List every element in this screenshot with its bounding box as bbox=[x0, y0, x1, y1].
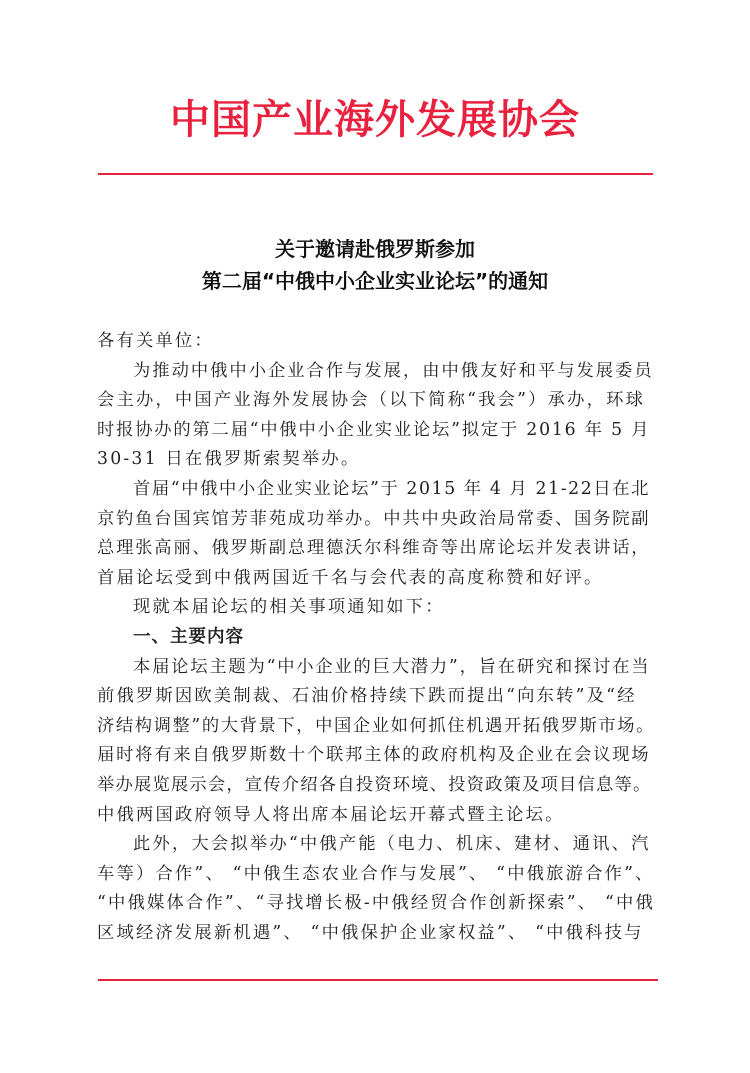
paragraph-line: 前俄罗斯因欧美制裁、石油价格持续下跌而提出“向东转”及“经 bbox=[97, 686, 637, 707]
paragraph-line: 本届论坛主题为“中小企业的巨大潜力”，旨在研究和探讨在当 bbox=[133, 656, 651, 677]
paragraph-line: 济结构调整”的大背景下，中国企业如何抓住机遇开拓俄罗斯市场。 bbox=[97, 715, 655, 736]
notice-title-line-2: 第二届“中俄中小企业实业论坛”的通知 bbox=[201, 269, 549, 293]
paragraph-line: 区域经济发展新机遇”、 “中俄保护企业家权益”、 “中俄科技与 bbox=[97, 922, 644, 943]
paragraph-line: 此外，大会拟举办“中俄产能（电力、机床、建材、通讯、汽 bbox=[133, 834, 651, 855]
letterhead-org-name: 中国产业海外发展协会 bbox=[170, 96, 580, 143]
paragraph-line: 举办展览展示会，宣传介绍各自投资环境、投资政策及项目信息等。 bbox=[97, 774, 652, 795]
notice-body bbox=[97, 327, 655, 948]
paragraph-line: 时报协办的第二届“中俄中小企业实业论坛”拟定于 2016 年 5 月 bbox=[97, 419, 651, 440]
paragraph-line: 总理张高丽、俄罗斯副总理德沃尔科维奇等出席论坛并发表讲话， bbox=[97, 538, 651, 559]
footer-divider bbox=[98, 979, 658, 981]
paragraph-line: 届时将有来自俄罗斯数十个联邦主体的政府机构及企业在会议现场 bbox=[97, 745, 651, 766]
paragraph-line: 会主办，中国产业海外发展协会（以下简称“我会”）承办，环球 bbox=[97, 390, 646, 411]
letterhead-divider bbox=[98, 173, 653, 175]
paragraph-line: 首届论坛受到中俄两国近千名与会代表的高度称赞和好评。 bbox=[97, 567, 604, 588]
paragraph-line: 为推动中俄中小企业合作与发展，由中俄友好和平与发展委员 bbox=[133, 360, 654, 381]
paragraph-line: “中俄媒体合作”、“寻找增长极-中俄经贸合作创新探索”、 “中俄 bbox=[97, 893, 655, 914]
paragraph-line: 京钓鱼台国宾馆芳菲苑成功举办。中共中央政治局常委、国务院副 bbox=[97, 508, 651, 529]
paragraph-line: 首届“中俄中小企业实业论坛”于 2015 年 4 月 21-22日在北 bbox=[133, 478, 650, 499]
paragraph-line: 现就本届论坛的相关事项通知如下： bbox=[133, 597, 445, 618]
section-heading: 一、主要内容 bbox=[133, 626, 244, 647]
paragraph-line: 车等）合作”、 “中俄生态农业合作与发展”、 “中俄旅游合作”、 bbox=[97, 863, 655, 884]
paragraph-line: 中俄两国政府领导人将出席本届论坛开幕式暨主论坛。 bbox=[97, 804, 565, 825]
paragraph-line: 30-31 日在俄罗斯索契举办。 bbox=[97, 449, 361, 470]
notice-title-line-1: 关于邀请赴俄罗斯参加 bbox=[275, 237, 475, 261]
salutation: 各有关单位： bbox=[97, 331, 214, 351]
